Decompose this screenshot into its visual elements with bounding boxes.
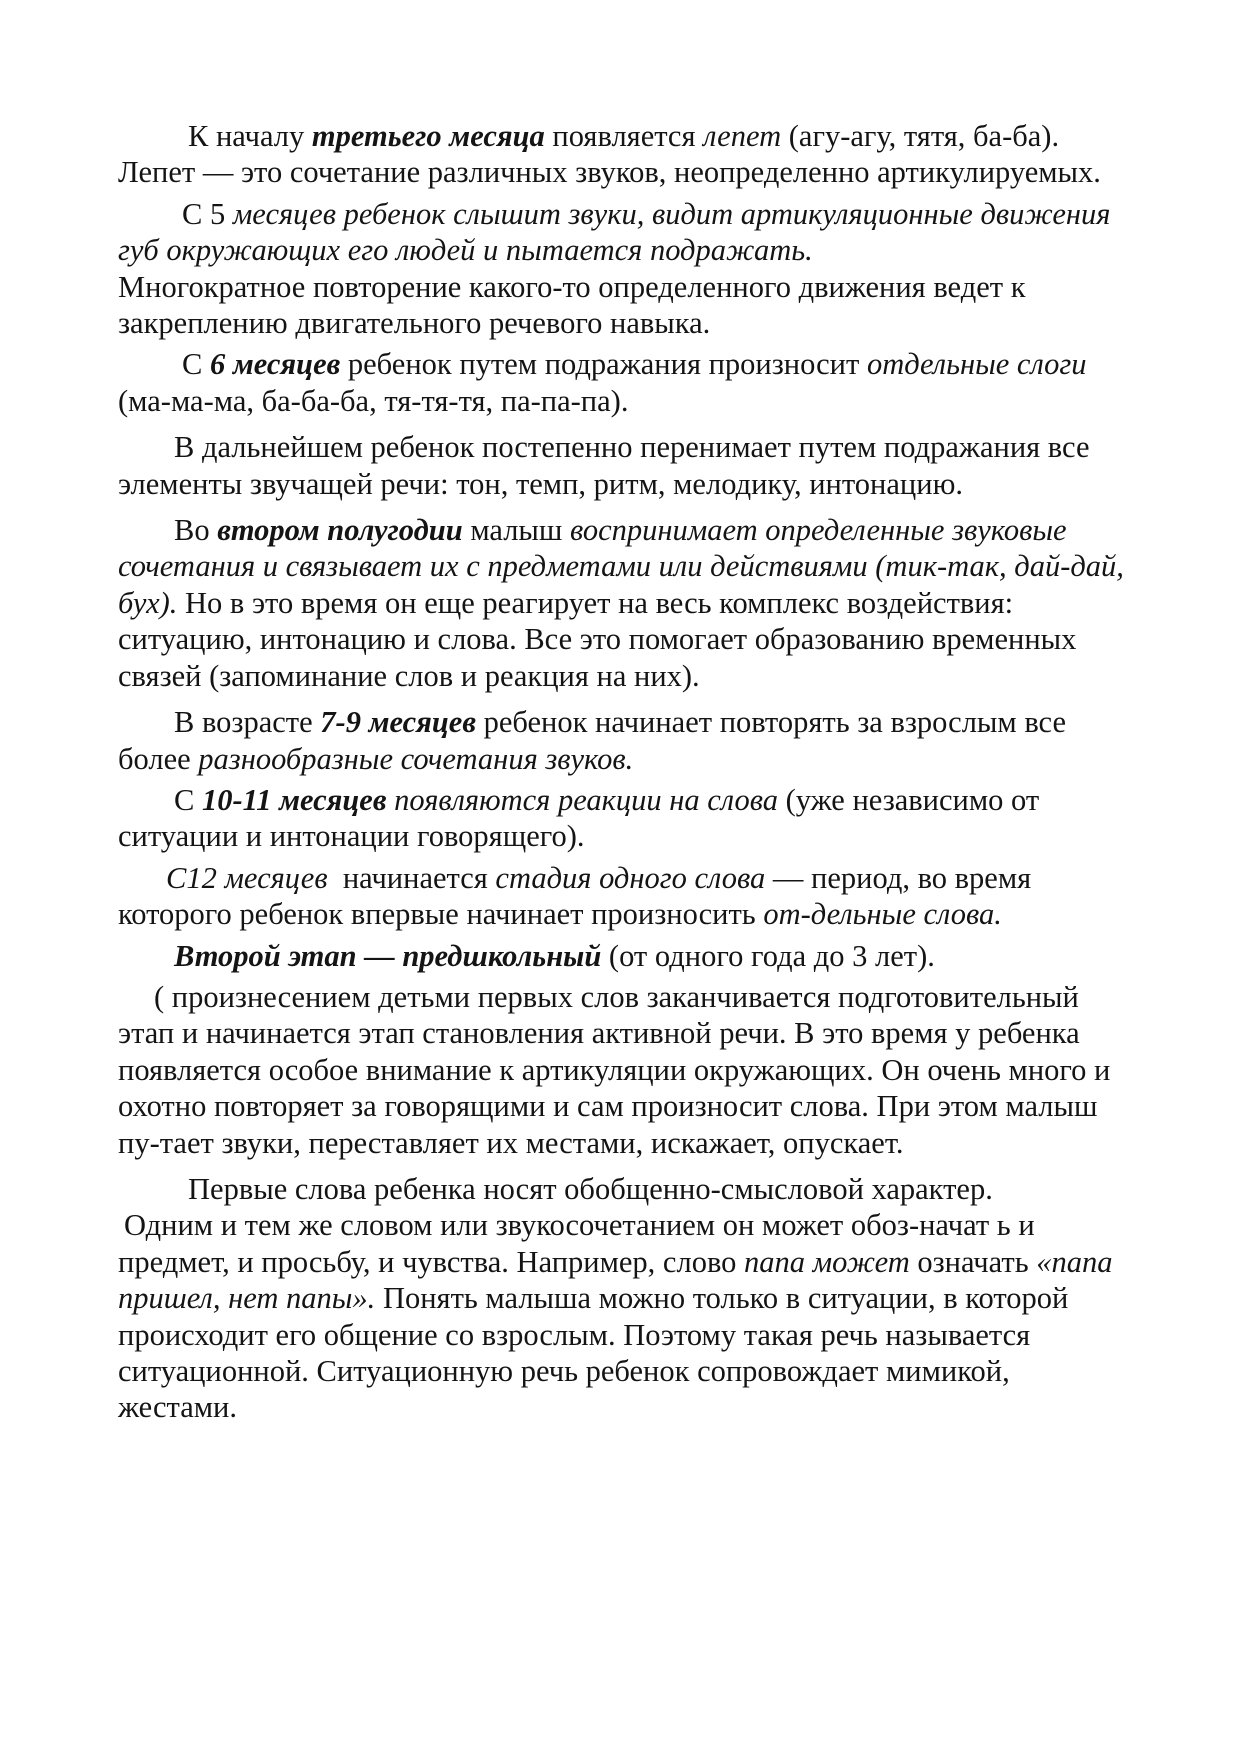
paragraph-six-months bbox=[118, 346, 1128, 419]
paragraph-first-words bbox=[118, 1171, 1128, 1207]
text-run: С bbox=[182, 347, 210, 382]
italic-run: папа может bbox=[744, 1244, 910, 1279]
italic-run: лепет bbox=[703, 119, 782, 153]
emphasis-run: 7-9 месяцев bbox=[320, 705, 476, 740]
italic-run: месяцев ребенок слышит звуки, видит артикуляционные движения губ окружающих его людей и пытается подражать. bbox=[118, 196, 1111, 268]
paragraph-ten-eleven-months bbox=[118, 782, 1128, 855]
italic-run: разнообразные сочетания звуков. bbox=[198, 741, 634, 776]
text-run: Понять малыша можно только в ситуации, в которой происходит его общение со взрослым. Поэтому такая речь называется ситуационной. Ситуационную речь ребенок сопровождает мимикой, жестами. bbox=[118, 1281, 1069, 1425]
text-run: Но в это время он еще реагирует на весь комплекс воздействия: ситуацию, интонацию и слова. Все это помогает образованию временных связей (запоминание слов и реакция на них). bbox=[118, 585, 1077, 693]
text-run: В дальнейшем ребенок постепенно перенимает путем подражания все элементы звучащей речи: тон, темп, ритм, мелодику, интонацию. bbox=[118, 430, 1090, 501]
paragraph-imitation bbox=[118, 429, 1128, 502]
emphasis-run: Второй этап — предшкольный bbox=[174, 938, 602, 973]
text-run: ( произнесением детьми первых слов заканчивается подготовительный этап и начинается этап становления активной речи. В это время у ребенка появляется особое внимание к артикуляции окружающих. Он очень много и охотно повторяет за говорящими и сам произносит слова. При этом малыш пу-тает звуки, переставляет их местами, искажает, опускает. bbox=[118, 979, 1111, 1160]
emphasis-run: 6 месяцев bbox=[209, 347, 341, 382]
paragraph-situational-speech bbox=[118, 1207, 1128, 1425]
emphasis-run: втором полугодии bbox=[217, 513, 463, 548]
text-run: Многократное повторение какого-то определенного движения ведет к закреплению двигательного речевого навыка. bbox=[118, 269, 1026, 341]
paragraph-seven-nine-months bbox=[118, 704, 1128, 777]
text-run: появляется bbox=[544, 119, 704, 153]
paragraph-five-months bbox=[118, 196, 1128, 269]
paragraph-motor-skill bbox=[118, 269, 1128, 342]
text-run: означать bbox=[909, 1244, 1037, 1279]
text-run bbox=[386, 783, 394, 817]
text-run: (агу-агу, тятя, ба-ба). Лепет — это сочетание различных звуков, неопределенно артикулируемых. bbox=[118, 119, 1101, 190]
paragraph-third-month bbox=[118, 118, 1128, 191]
italic-run: стадия одного слова bbox=[495, 860, 766, 895]
text-run: Во bbox=[174, 513, 218, 548]
document-body bbox=[118, 118, 1128, 1426]
paragraph-second-half-year bbox=[118, 512, 1128, 694]
italic-run: от-дельные слова. bbox=[763, 897, 1002, 932]
emphasis-run: третьего месяца bbox=[311, 119, 545, 153]
text-run: С bbox=[174, 782, 202, 817]
text-run: (от одного года до 3 лет). bbox=[601, 938, 935, 973]
italic-run: появляются реакции на слова bbox=[394, 782, 778, 817]
text-run: К началу bbox=[188, 119, 312, 153]
italic-run: С12 месяцев bbox=[166, 860, 328, 895]
text-run: С 5 bbox=[182, 196, 233, 231]
text-run: В возрасте bbox=[174, 705, 321, 740]
emphasis-run: 10-11 месяцев bbox=[201, 782, 387, 817]
italic-run: отдельные слоги bbox=[866, 347, 1087, 382]
paragraph-active-speech bbox=[118, 979, 1128, 1161]
text-run: ребенок путем подражания произносит bbox=[340, 347, 867, 382]
text-run: ребенок начинает повторять за взрослым все более bbox=[118, 705, 1066, 776]
paragraph-twelve-months bbox=[118, 860, 1128, 933]
text-run: (ма-ма-ма, ба-ба-ба, тя-тя-тя, па-па-па). bbox=[118, 383, 629, 418]
italic-run: «папа пришел, нет папы». bbox=[118, 1244, 1113, 1316]
text-run: — период, во время которого ребенок впервые начинает произносить bbox=[118, 860, 1032, 932]
text-run: малыш bbox=[462, 513, 571, 548]
text-run: Одним и тем же словом или звукосочетанием он может обоз-начат ь и предмет, и просьбу, и чувства. Например, слово bbox=[118, 1208, 1035, 1279]
text-run: (уже независимо от ситуации и интонации говорящего). bbox=[118, 782, 1040, 854]
text-run: Первые слова ребенка носят обобщенно-смысловой характер. bbox=[188, 1171, 993, 1206]
italic-run: воспринимает определенные звуковые сочетания и связывает их с предметами или действиями (тик-так, дай-дай, бух). bbox=[118, 513, 1124, 620]
text-run: начинается bbox=[327, 860, 496, 895]
paragraph-second-stage-heading bbox=[118, 938, 1128, 974]
